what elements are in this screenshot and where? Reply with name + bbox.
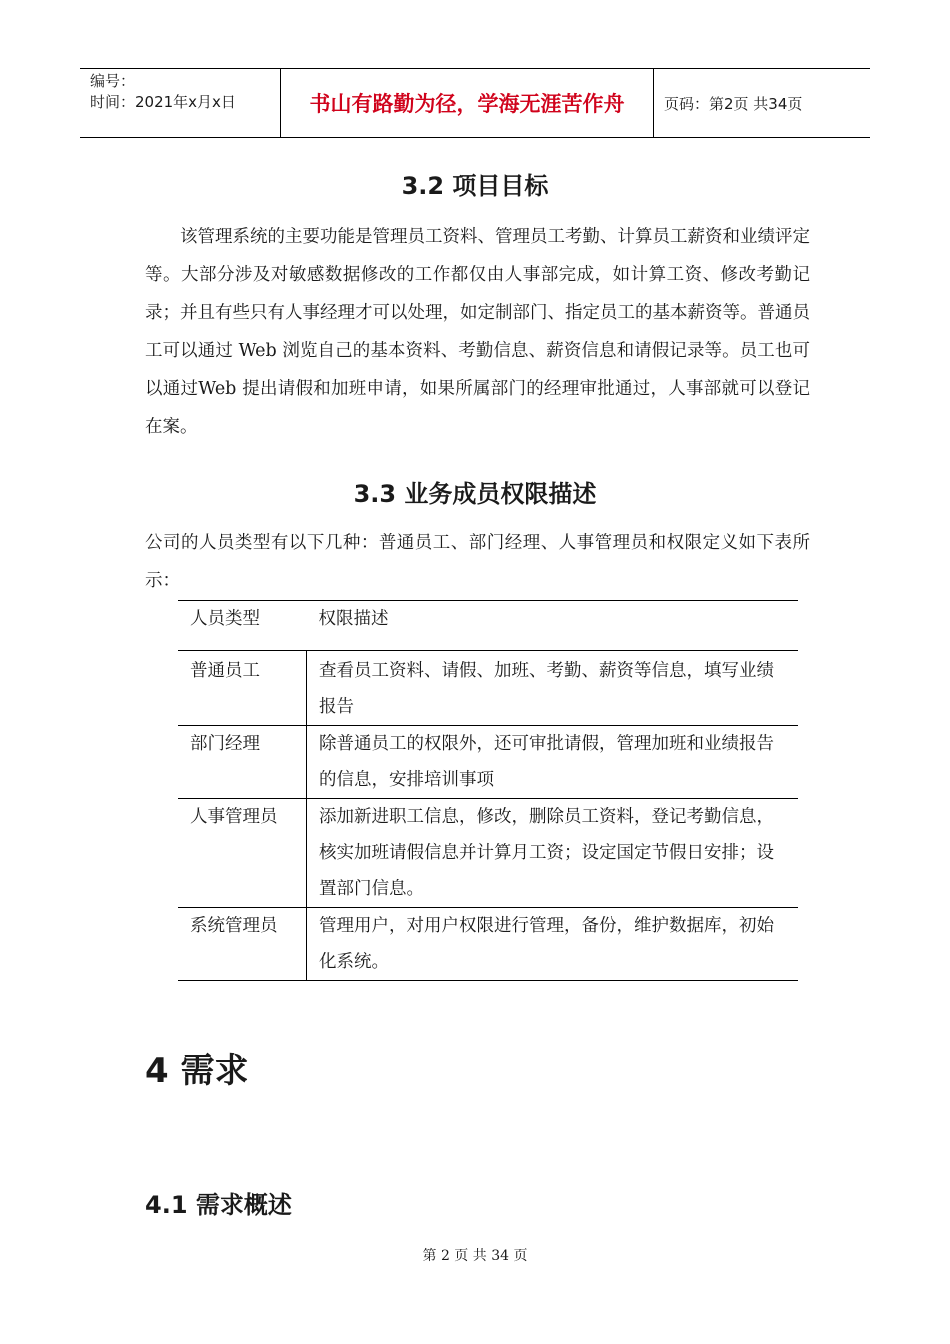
table-row bbox=[178, 908, 798, 981]
header-date: 时间：2021年x月x日 bbox=[90, 93, 236, 111]
table-row bbox=[178, 726, 798, 799]
table-cell-role: 系统管理员 bbox=[178, 908, 307, 981]
page-footer: 第 2 页 共 34 页 bbox=[422, 1248, 528, 1264]
table-row bbox=[178, 651, 798, 726]
table-cell-desc: 查看员工资料、请假、加班、考勤、薪资等信息，填写业绩报告 bbox=[307, 651, 799, 726]
section-3-2-paragraph: 该管理系统的主要功能是管理员工资料、管理员工考勤、计算员工薪资和业绩评定等。大部分涉及对敏感数据修改的工作都仅由人事部完成，如计算工资、修改考勤记录；并且有些只有人事经理才可以处理，如定制部门、指定员工的基本薪资等。普通员工可以通过 Web 浏览自己的基本资料、考勤信息、薪资信息和请假记录等。员工也可以通过Web 提出请假和加班申请，如果所属部门的经理审批通过，人事部就可以登记在案。 bbox=[145, 227, 810, 437]
table-row bbox=[178, 799, 798, 908]
table-cell-role: 部门经理 bbox=[178, 726, 307, 799]
table-cell-desc: 管理用户，对用户权限进行管理，备份，维护数据库，初始化系统。 bbox=[307, 908, 799, 981]
table-cell-desc: 除普通员工的权限外，还可审批请假，管理加班和业绩报告的信息，安排培训事项 bbox=[307, 726, 799, 799]
table-cell-role: 普通员工 bbox=[178, 651, 307, 726]
section-3-3-intro: 公司的人员类型有以下几种：普通员工、部门经理、人事管理员和权限定义如下表所示： bbox=[145, 533, 810, 591]
header-left-cell bbox=[80, 69, 280, 137]
table-cell-desc: 添加新进职工信息，修改，删除员工资料，登记考勤信息，核实加班请假信息并计算月工资；设定国定节假日安排；设置部门信息。 bbox=[307, 799, 799, 908]
section-3-2-title: 3.2 项目目标 bbox=[401, 172, 549, 200]
table-header-role: 人员类型 bbox=[178, 601, 307, 651]
section-3-3-title: 3.3 业务成员权限描述 bbox=[353, 480, 597, 508]
permission-table bbox=[178, 600, 798, 981]
header-number: 编号： bbox=[90, 72, 136, 90]
table-header-row bbox=[178, 601, 798, 651]
table-header-desc: 权限描述 bbox=[307, 601, 799, 651]
section-4-1-title: 4.1 需求概述 bbox=[145, 1191, 292, 1219]
header-page-info: 页码：第2页 共34页 bbox=[664, 94, 803, 113]
page-header bbox=[80, 68, 870, 138]
table-cell-role: 人事管理员 bbox=[178, 799, 307, 908]
section-4-title: 4 需求 bbox=[145, 1051, 249, 1091]
header-motto: 书山有路勤为径，学海无涯苦作舟 bbox=[280, 69, 654, 137]
